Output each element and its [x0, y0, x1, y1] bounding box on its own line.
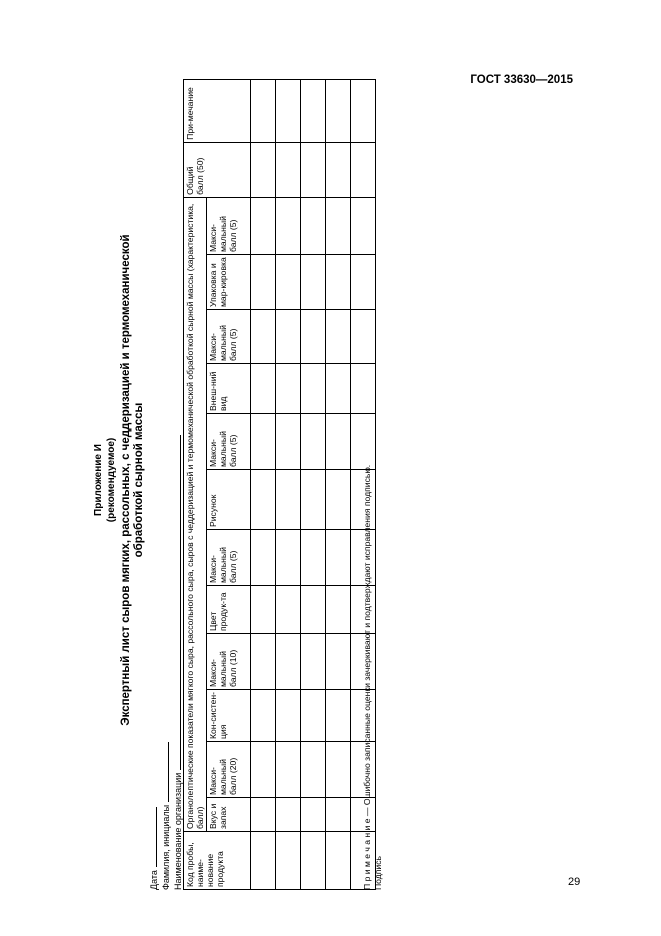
- table-row: [301, 79, 326, 889]
- table-cell: [301, 586, 326, 634]
- group-header: Органолептические показатели мягкого сыра, рассольного сыра, сыров с чеддеризацией и термомеханической обработкой сырной массы (характеристика, балл): [184, 197, 207, 831]
- table-cell: [276, 79, 301, 142]
- table-cell: [301, 255, 326, 310]
- table-cell: [301, 79, 326, 142]
- table-cell: [326, 798, 351, 832]
- date-label: Дата: [149, 870, 159, 890]
- table-cell: [276, 586, 301, 634]
- table-cell: [276, 798, 301, 832]
- name-label: Фамилия, инициалы: [161, 804, 171, 890]
- table-cell: [276, 414, 301, 470]
- table-cell: [351, 79, 376, 142]
- org-label: Наименование организации: [173, 772, 183, 890]
- table-cell: [251, 414, 276, 470]
- table-cell: [251, 197, 276, 254]
- table-cell: [276, 310, 301, 364]
- table-cell: [326, 364, 351, 414]
- table-cell: [326, 634, 351, 690]
- table-cell: [251, 142, 276, 197]
- table-cell: [326, 310, 351, 364]
- sheet-title-line1: Экспертный лист сыров мягких, рассольных, с чеддеризацией и термомеханической: [120, 234, 132, 726]
- table-cell: [251, 742, 276, 798]
- footnote-text: — Ошибочно записанные оценки зачеркивают и подтверждают исправления подписью.: [362, 464, 372, 819]
- table-cell: [276, 197, 301, 254]
- table-cell: [326, 742, 351, 798]
- table-cell: [326, 79, 351, 142]
- table-cell: [301, 690, 326, 742]
- col-code-header: Код пробы, наиме-нование продукта: [184, 832, 251, 890]
- table-cell: [301, 414, 326, 470]
- page-number: 29: [568, 876, 581, 888]
- table-cell: [276, 690, 301, 742]
- footnote-label: П р и м е ч а н и е: [362, 818, 372, 890]
- subcol-taste: Вкус и запах: [207, 798, 251, 832]
- subcol-max-5-pattern: Макси-мальный балл (5): [207, 414, 251, 470]
- subcol-consistency: Кон-систен-ция: [207, 690, 251, 742]
- table-row: [251, 79, 276, 889]
- signature-label: Подпись: [373, 855, 383, 890]
- table-row: [326, 79, 351, 889]
- table-cell: [251, 310, 276, 364]
- header-fields: [148, 435, 184, 890]
- subcol-max-10: Макси-мальный балл (10): [207, 634, 251, 690]
- table-cell: [326, 470, 351, 530]
- table-cell: [351, 364, 376, 414]
- table-cell: [276, 470, 301, 530]
- table-cell: [326, 142, 351, 197]
- subcol-pattern: Рисунок: [207, 470, 251, 530]
- table-cell: [251, 690, 276, 742]
- table-cell: [276, 142, 301, 197]
- table-cell: [276, 255, 301, 310]
- table-cell: [301, 310, 326, 364]
- table-cell: [301, 364, 326, 414]
- appendix-header: [92, 70, 146, 890]
- subcol-max-20: Макси-мальный балл (20): [207, 742, 251, 798]
- header-row-1: [184, 79, 207, 889]
- name-line: [160, 742, 169, 802]
- table-cell: [326, 530, 351, 586]
- subcol-color: Цвет продук-та: [207, 586, 251, 634]
- table-cell: [276, 364, 301, 414]
- table-cell: [351, 414, 376, 470]
- table-cell: [251, 798, 276, 832]
- table-cell: [251, 364, 276, 414]
- col-total-header: Общий балл (50): [184, 142, 251, 197]
- table-cell: [251, 586, 276, 634]
- date-line: [148, 807, 157, 867]
- table-cell: [301, 470, 326, 530]
- table-cell: [251, 832, 276, 890]
- table-cell: [301, 798, 326, 832]
- table-cell: [301, 197, 326, 254]
- header-row-2: [207, 79, 251, 889]
- table-cell: [251, 79, 276, 142]
- sheet-title-line2: обработкой сырной массы: [133, 402, 145, 558]
- table-cell: [326, 690, 351, 742]
- table-cell: [351, 142, 376, 197]
- table-cell: [326, 197, 351, 254]
- subcol-appearance: Внеш-ний вид: [207, 364, 251, 414]
- table-cell: [301, 832, 326, 890]
- rotated-appendix-page: [92, 70, 612, 890]
- appendix-title: Приложение И: [93, 444, 104, 516]
- date-field: [148, 435, 160, 890]
- table-cell: [326, 586, 351, 634]
- table-cell: [276, 742, 301, 798]
- subcol-max-5-appearance: Макси-мальный балл (5): [207, 310, 251, 364]
- table-cell: [326, 255, 351, 310]
- footnote-line: [362, 465, 373, 890]
- table-cell: [351, 197, 376, 254]
- table-cell: [301, 634, 326, 690]
- table-cell: [251, 255, 276, 310]
- org-line: [172, 435, 181, 770]
- table-cell: [276, 634, 301, 690]
- table-cell: [301, 742, 326, 798]
- table-cell: [251, 530, 276, 586]
- table-cell: [276, 530, 301, 586]
- table-cell: [326, 414, 351, 470]
- table-cell: [276, 832, 301, 890]
- name-field: [160, 435, 172, 890]
- table-cell: [326, 832, 351, 890]
- table-cell: [351, 255, 376, 310]
- expert-sheet-table: [183, 79, 376, 890]
- col-note-header: При-мечание: [184, 79, 251, 142]
- subcol-max-5-color: Макси-мальный балл (5): [207, 530, 251, 586]
- table-row: [276, 79, 301, 889]
- subcol-max-5-packaging: Макси-мальный балл (5): [207, 197, 251, 254]
- standard-number: ГОСТ 33630—2015: [470, 74, 573, 86]
- table-cell: [251, 470, 276, 530]
- table-cell: [301, 530, 326, 586]
- table-cell: [251, 634, 276, 690]
- appendix-status: (рекомендуемое): [106, 437, 117, 523]
- table-cell: [301, 142, 326, 197]
- subcol-packaging: Упаковка и мар-кировка: [207, 255, 251, 310]
- table-cell: [351, 310, 376, 364]
- footnote: [362, 465, 384, 890]
